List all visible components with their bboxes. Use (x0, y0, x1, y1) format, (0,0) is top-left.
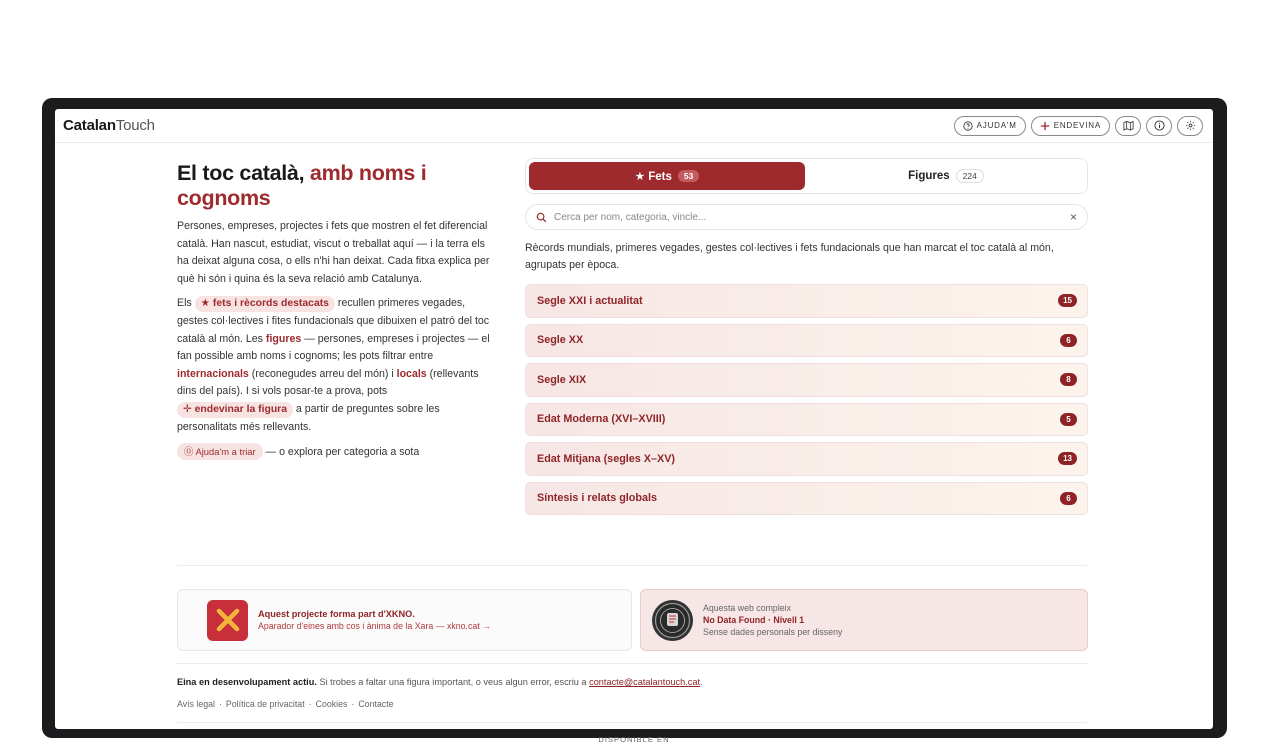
ndf-line1: Aquesta web compleix (703, 603, 792, 613)
seal-icon (654, 602, 691, 639)
footer-bold: Eina en desenvolupament actiu. (177, 677, 317, 687)
x-mark-icon (215, 607, 241, 633)
explain-paragraph (177, 295, 497, 436)
figures-link[interactable]: figures (265, 332, 302, 345)
xkno-title: Aquest projecte forma part d'XKNO. (258, 609, 415, 619)
no-data-found-seal (652, 600, 693, 641)
text-fragment: Els (177, 297, 195, 310)
ndf-line2: No Data Found · Nivell 1 (703, 615, 805, 625)
category-count: 6 (1060, 334, 1077, 347)
footer-notice (177, 677, 703, 687)
category-list (525, 284, 1088, 515)
category-item[interactable] (525, 482, 1088, 516)
category-item[interactable] (525, 442, 1088, 476)
text-fragment: (rellevants dins del país). I si vols posar-te a prova, pots (177, 367, 479, 398)
category-name: Síntesis i relats globals (537, 492, 658, 505)
category-count: 5 (1060, 413, 1077, 426)
category-name: Segle XXI i actualitat (537, 294, 643, 307)
info-icon (1154, 120, 1165, 131)
text-fragment: recullen primeres vegades, gestes col·lectives i fites fundacionals que dibuixen el patró del toc català al món. Les (177, 297, 490, 345)
clear-search-button[interactable]: × (1069, 210, 1077, 224)
cookies-link[interactable]: Cookies (315, 699, 348, 709)
help-button[interactable] (954, 116, 1026, 136)
tab-count: 53 (678, 170, 699, 182)
search-input[interactable] (554, 212, 1063, 223)
category-item[interactable] (525, 363, 1088, 397)
text-fragment: — persones, empreses i projectes — el fan possible amb noms i cognoms; les pots filtrar entre (177, 332, 490, 363)
privacy-link[interactable]: Política de privacitat (225, 699, 305, 709)
tab-figures[interactable] (808, 162, 1084, 190)
category-item[interactable] (525, 284, 1088, 318)
section-description: Rècords mundials, primeres vegades, gestes col·lectives i fets fundacionals que han marcat el toc català al món, agrupats per època. (525, 242, 1054, 271)
international-link[interactable]: internacionals (177, 367, 249, 380)
tab-bar (525, 158, 1088, 194)
logo-light: Touch (115, 117, 155, 134)
category-name: Segle XX (537, 334, 584, 347)
footer-text: Si trobes a faltar una figura important, o veus algun error, escriu a (316, 677, 590, 687)
separator: · (351, 699, 355, 709)
top-nav (954, 116, 1203, 136)
available-on-label: DISPONIBLE EN (598, 735, 670, 744)
category-count: 6 (1060, 492, 1077, 505)
tab-count: 224 (956, 169, 984, 183)
category-count: 15 (1058, 294, 1077, 307)
settings-icon (1185, 120, 1196, 131)
app-logo[interactable] (63, 117, 155, 134)
screen (55, 109, 1213, 744)
category-item[interactable] (525, 324, 1088, 358)
facts-chip[interactable]: ★ fets i rècords destacats (195, 296, 335, 312)
text-fragment: a partir de preguntes sobre les personalitats més rellevants. (177, 402, 440, 433)
explore-column (525, 158, 1088, 515)
divider (177, 663, 1087, 664)
guess-label: ENDEVINA (1053, 121, 1101, 130)
category-name: Edat Moderna (XVI–XVIII) (537, 413, 666, 426)
footer-links (177, 699, 394, 709)
category-name: Edat Mitjana (segles X–XV) (537, 452, 676, 465)
no-data-found-banner[interactable] (640, 589, 1088, 651)
crosshair-icon (1040, 121, 1050, 131)
title-accent: amb noms i cognoms (177, 161, 427, 210)
xkno-logo (207, 600, 248, 641)
locals-link[interactable]: locals (396, 367, 427, 380)
category-item[interactable] (525, 403, 1088, 437)
logo-bold: Catalan (63, 117, 116, 134)
guess-chip[interactable]: ✛ endevinar la figura (177, 402, 293, 418)
intro-column (177, 161, 497, 462)
xkno-link[interactable]: Aparador d'eines amb cos i ànima de la Xara — xkno.cat → (258, 621, 491, 631)
help-label: AJUDA'M (976, 121, 1017, 130)
separator: · (308, 699, 312, 709)
ndf-line3: Sense dades personals per disseny (703, 627, 843, 637)
help-tail: — o explora per categoria a sota (262, 446, 420, 459)
map-button[interactable] (1115, 116, 1141, 136)
question-circle-icon (963, 121, 973, 131)
category-name: Segle XIX (537, 373, 587, 386)
legal-link[interactable]: Avís legal (177, 699, 215, 709)
category-count: 13 (1058, 452, 1077, 465)
xkno-banner[interactable] (177, 589, 632, 651)
top-bar (55, 109, 1213, 143)
contact-email-link[interactable]: contacte@catalantouch.cat (589, 677, 701, 687)
search-icon (536, 212, 547, 223)
divider (177, 722, 1087, 723)
separator: · (218, 699, 222, 709)
page-title (177, 161, 497, 211)
info-button[interactable] (1146, 116, 1172, 136)
category-count: 8 (1060, 373, 1077, 386)
tab-facts[interactable] (529, 162, 805, 190)
divider (177, 565, 1087, 566)
search-bar (525, 204, 1088, 230)
tab-label: ★ Fets (634, 171, 672, 183)
tab-label: Figures (908, 170, 950, 182)
footer-period: . (700, 677, 703, 687)
guess-button[interactable] (1031, 116, 1110, 136)
map-icon (1123, 120, 1134, 131)
settings-button[interactable] (1177, 116, 1203, 136)
contact-link[interactable]: Contacte (358, 699, 394, 709)
intro-paragraph: Persones, empreses, projectes i fets que mostren el fet diferencial català. Han nascut, estudiat, viscut o treballat aquí — i la terra els ha deixat alguna cosa, o ells n'hi han deixat. Cada fitxa explica per què hi són i quina és la seva relació amb Catalunya. (177, 220, 490, 285)
help-me-choose-chip[interactable]: ⓪ Ajuda'm a triar (177, 443, 263, 460)
text-fragment: (reconegudes arreu del món) i (248, 367, 397, 380)
help-line (177, 443, 497, 462)
title-part1: El toc català, (177, 161, 310, 185)
